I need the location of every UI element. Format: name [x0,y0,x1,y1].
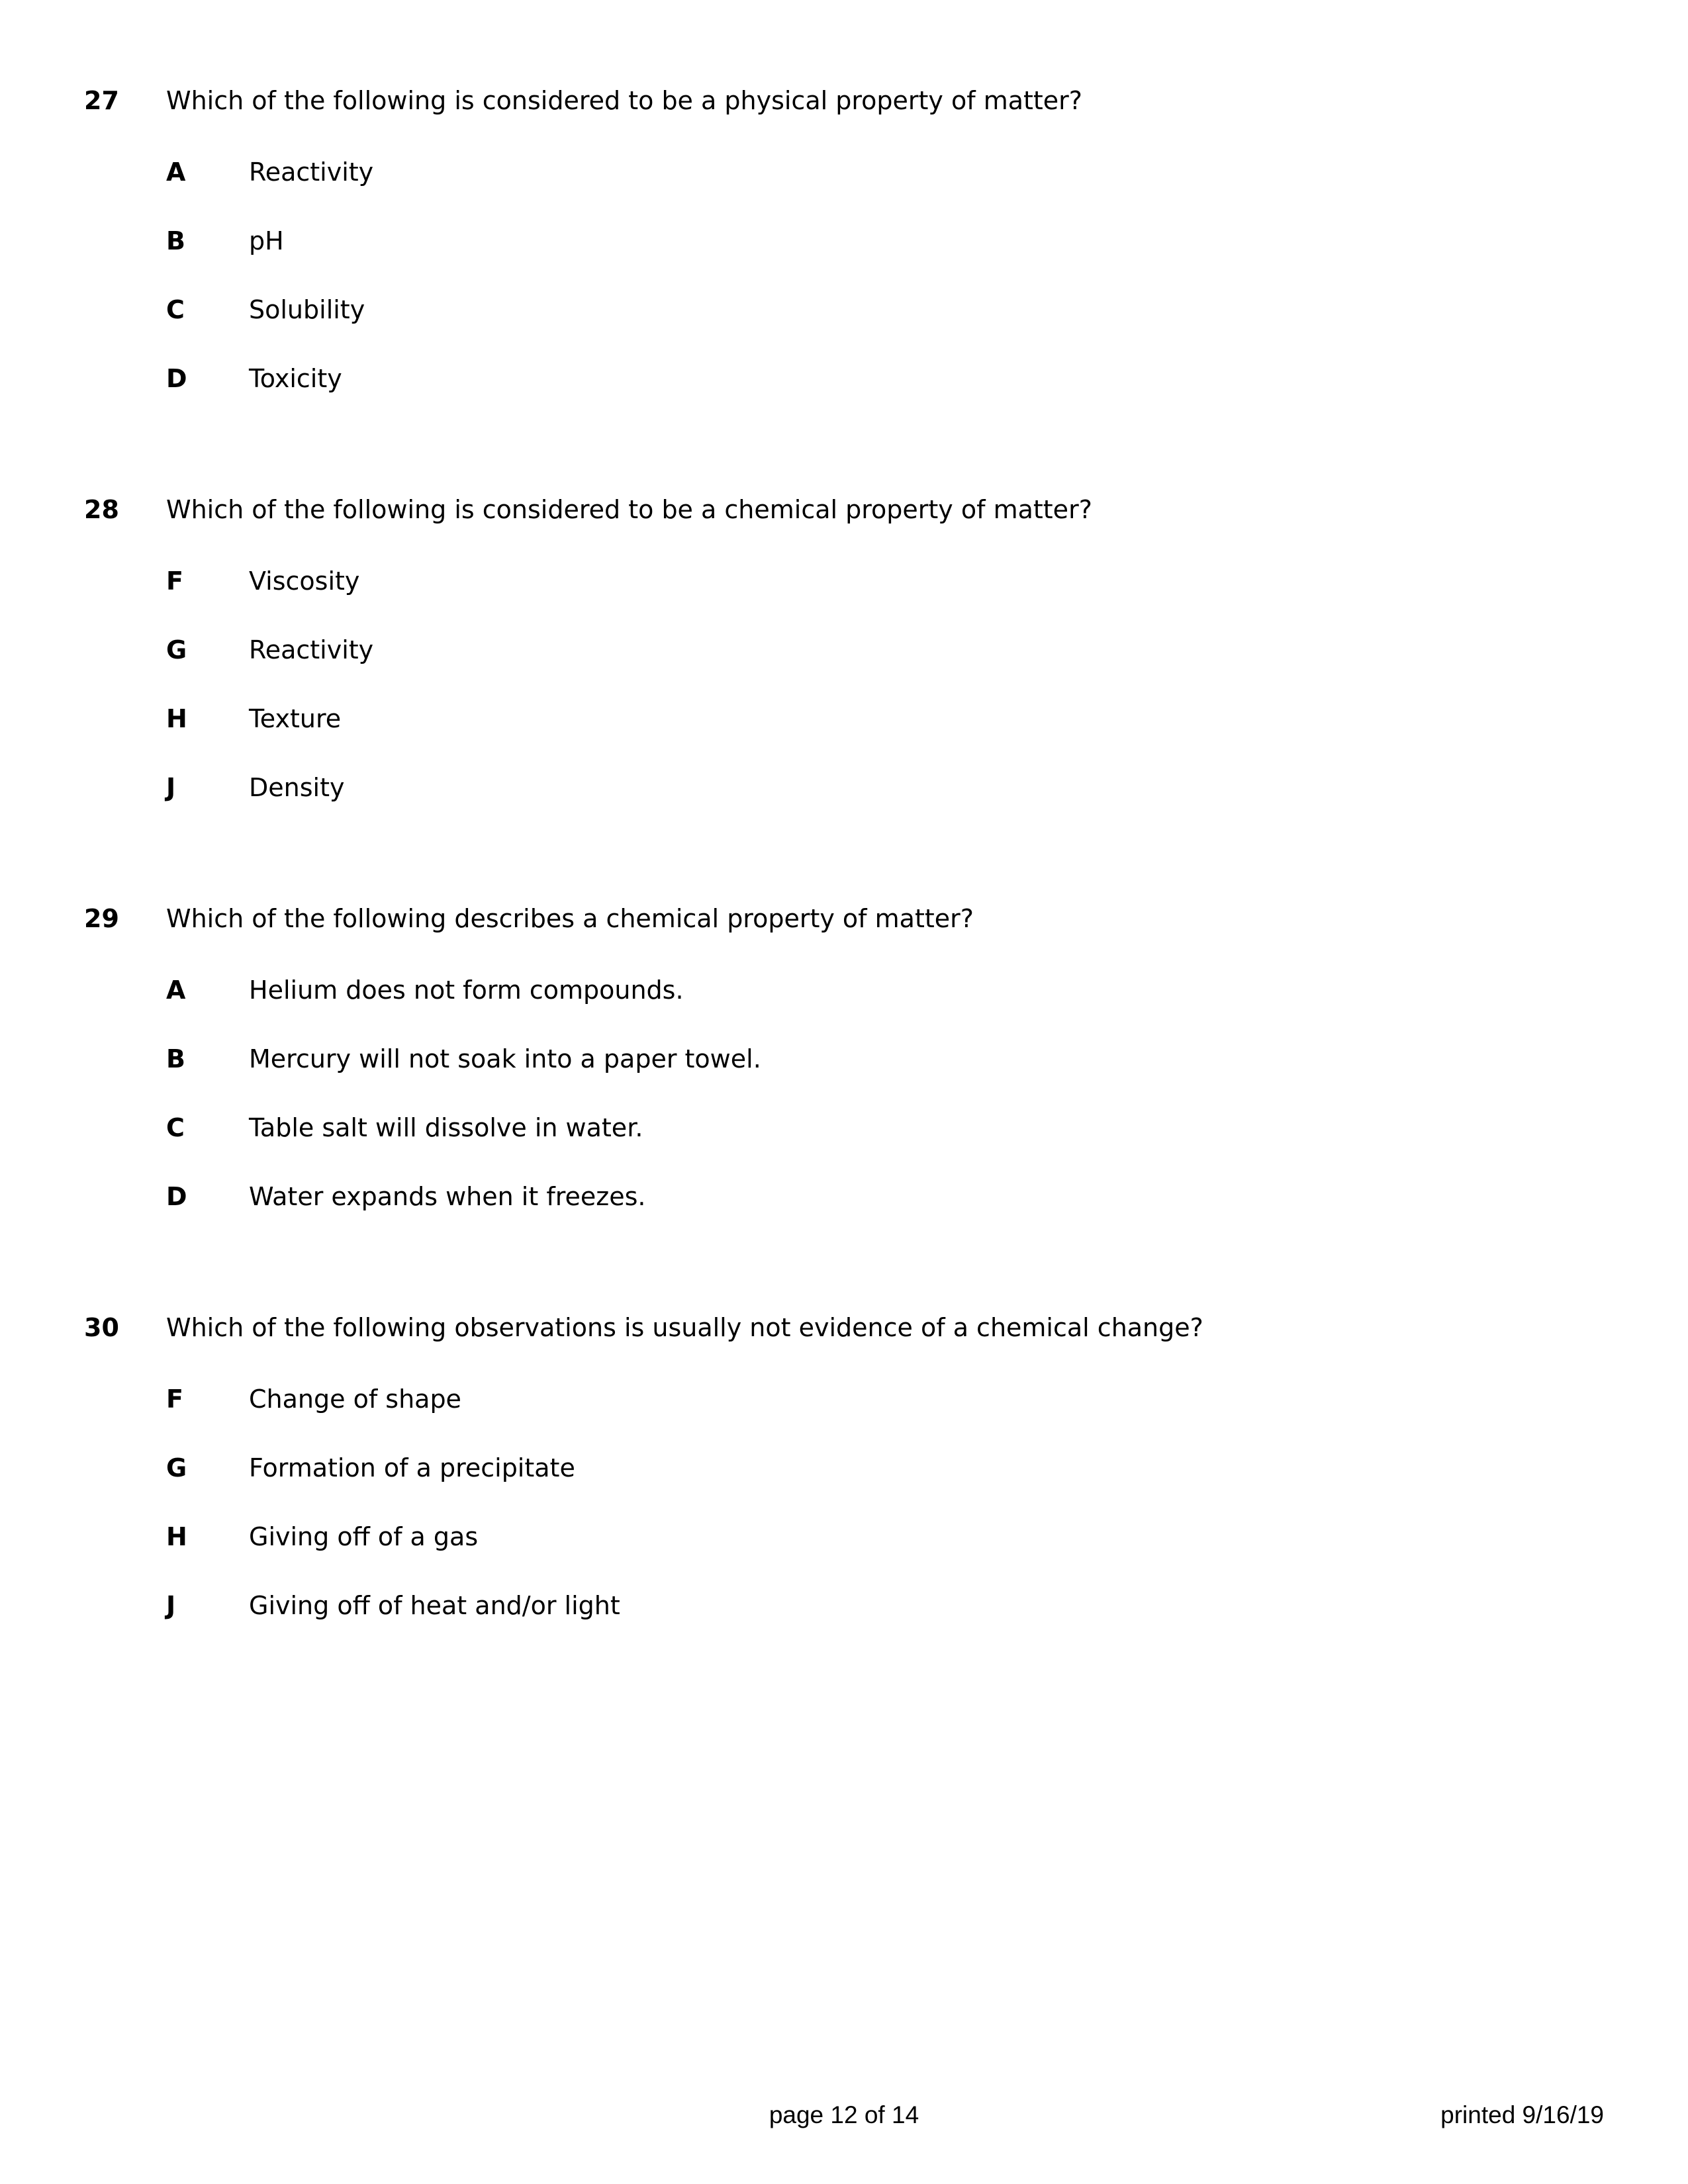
option-letter: J [166,773,176,802]
page-number-label: page 12 of 14 [769,2101,919,2128]
option-27-B [0,226,1688,295]
question-row [0,85,1688,157]
option-30-F [0,1384,1688,1453]
option-letter: J [166,1591,176,1620]
option-letter: H [166,704,187,733]
option-letter: C [166,1113,185,1142]
printed-date-label: printed 9/16/19 [1440,2101,1604,2128]
option-text: Density [249,773,345,802]
option-text: Viscosity [249,567,360,596]
option-letter: G [166,635,187,664]
option-27-D [0,363,1688,432]
option-letter: D [166,364,187,393]
option-29-D [0,1181,1688,1250]
option-text: Change of shape [249,1385,461,1414]
option-text: Reactivity [249,158,374,187]
option-letter: A [166,976,186,1005]
option-text: Mercury will not soak into a paper towel. [249,1044,761,1073]
option-text: Giving off of heat and/or light [249,1591,620,1620]
option-letter: D [166,1182,187,1211]
option-29-C [0,1113,1688,1181]
question-row [0,494,1688,566]
question-number: 30 [84,1313,119,1342]
option-text: Giving off of a gas [249,1522,479,1551]
question-number: 27 [84,86,119,115]
option-28-G [0,635,1688,704]
question-28 [0,494,1688,841]
option-29-B [0,1044,1688,1113]
option-28-J [0,772,1688,841]
option-text: Helium does not form compounds. [249,976,684,1005]
option-text: Water expands when it freezes. [249,1182,646,1211]
option-letter: C [166,295,185,324]
question-text: Which of the following is considered to be a chemical property of matter? [166,495,1092,524]
option-text: Formation of a precipitate [249,1453,575,1482]
question-29 [0,903,1688,1250]
question-27 [0,85,1688,432]
question-text: Which of the following is considered to be a physical property of matter? [166,86,1082,115]
question-30 [0,1312,1688,1659]
option-text: Toxicity [249,364,342,393]
option-28-H [0,704,1688,772]
question-text: Which of the following describes a chemical property of matter? [166,904,974,933]
question-text: Which of the following observations is usually not evidence of a chemical change? [166,1313,1203,1342]
option-30-J [0,1590,1688,1659]
option-29-A [0,975,1688,1044]
option-30-G [0,1453,1688,1522]
page-footer [0,2100,1688,2130]
question-number: 28 [84,495,119,524]
option-28-F [0,566,1688,635]
question-number: 29 [84,904,119,933]
option-text: Solubility [249,295,365,324]
option-letter: G [166,1453,187,1482]
option-text: Table salt will dissolve in water. [249,1113,643,1142]
question-row [0,1312,1688,1384]
option-text: Texture [249,704,342,733]
option-27-A [0,157,1688,226]
option-letter: B [166,226,185,255]
option-letter: H [166,1522,187,1551]
option-text: Reactivity [249,635,374,664]
question-row [0,903,1688,975]
option-letter: A [166,158,186,187]
option-letter: F [166,567,183,596]
option-text: pH [249,226,284,255]
option-letter: B [166,1044,185,1073]
option-27-C [0,295,1688,363]
option-30-H [0,1522,1688,1590]
option-letter: F [166,1385,183,1414]
